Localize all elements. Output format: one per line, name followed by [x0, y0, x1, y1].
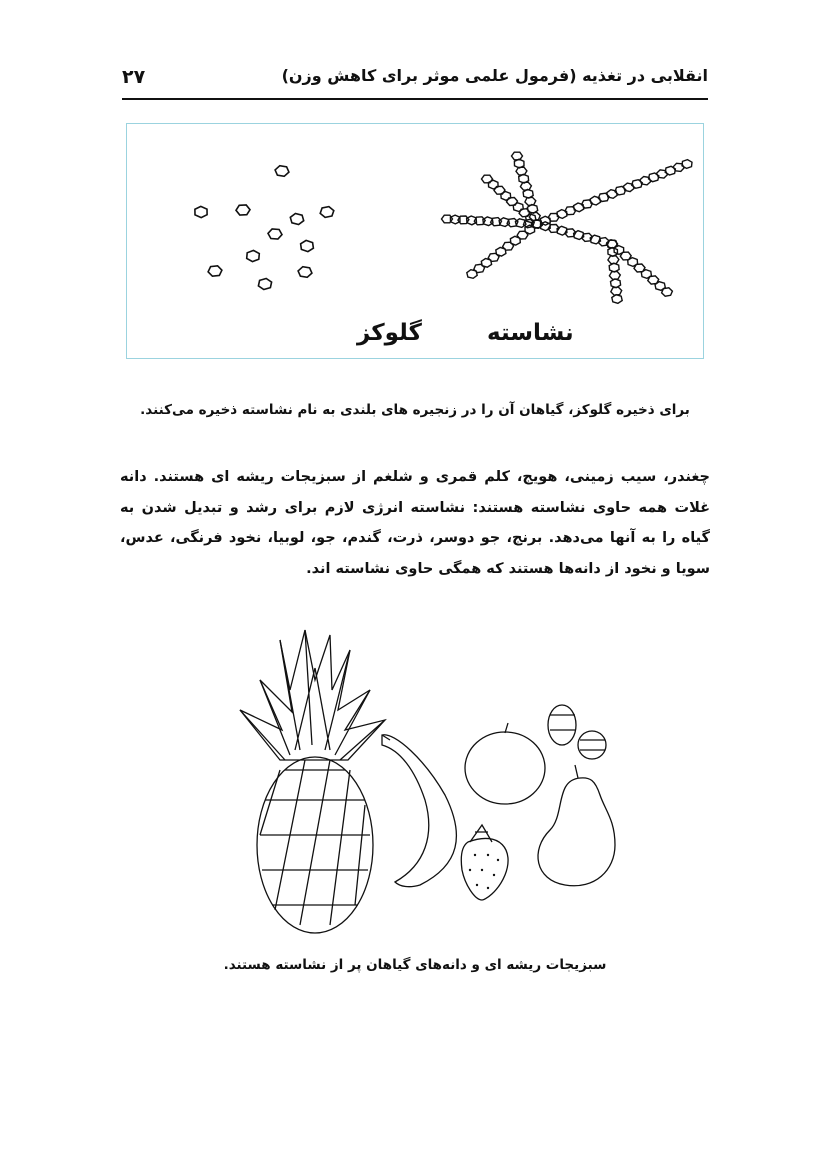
molecule-ring — [609, 263, 619, 272]
molecule-ring — [520, 182, 531, 190]
molecule-ring — [258, 279, 271, 290]
molecule-ring — [612, 295, 622, 304]
molecule-ring — [290, 214, 303, 225]
molecule-ring — [682, 160, 692, 169]
paragraph-text: چغندر، سیب زمینی، هویج، کلم قمری و شلغم از سبزیجات ریشه ای هستند. دانه غلات همه حاوی نشاسته هستند: نشاسته انرژی لازم برای رشد و تبدیل شدن به گیاه را به آنها می‌دهد. برنج، جو دوسر، ذرت، گندم، جو، لوبیا، نخود فرنگی، عدس، سویا و نخود از دانه‌ها هستند که همگی حاوی نشاسته اند. — [120, 469, 710, 577]
body-paragraph — [120, 462, 710, 584]
molecule-ring — [662, 288, 673, 296]
starch-label: نشاسته — [487, 320, 574, 346]
molecule-ring — [268, 229, 282, 239]
molecule-ring — [275, 166, 289, 177]
molecule-ring — [501, 192, 511, 201]
molecule-ring — [236, 205, 250, 215]
running-title: انقلابی در تغذیه (فرمول علمی موثر برای کاهش وزن) — [281, 66, 708, 85]
glucose-molecules — [195, 166, 334, 290]
apple-drawing — [465, 723, 545, 804]
molecule-ring — [488, 180, 498, 189]
molecule-ring — [301, 240, 314, 251]
strawberry-seeds — [469, 854, 499, 889]
molecule-ring — [516, 167, 527, 175]
molecule-ring — [512, 152, 523, 160]
banana-drawing — [382, 735, 456, 887]
fruits-figure — [220, 620, 620, 940]
molecule-ring — [611, 279, 621, 288]
pear-drawing — [538, 765, 615, 886]
page-header — [122, 58, 708, 100]
molecule-ring — [467, 270, 477, 279]
molecule-ring — [320, 207, 334, 218]
molecule-ring — [608, 256, 619, 264]
molecule-ring — [298, 267, 312, 278]
molecule-ring — [513, 203, 523, 212]
molecule-ring — [208, 266, 222, 276]
raspberries-drawing — [548, 705, 606, 759]
glucose-label: گلوکز — [357, 320, 422, 346]
molecule-ring — [525, 197, 536, 205]
pineapple-drawing — [240, 630, 385, 933]
page-number: ۲۷ — [122, 66, 146, 88]
molecule-ring — [247, 250, 260, 261]
glucose-starch-figure — [126, 123, 704, 359]
fruits-illustration — [220, 620, 620, 940]
molecule-ring — [195, 206, 207, 217]
figure2-caption: سبزیجات ریشه ای و دانه‌های گیاهان پر از نشاسته هستند. — [223, 957, 607, 973]
strawberry-drawing — [461, 825, 508, 900]
starch-chains — [442, 152, 693, 303]
figure1-caption: برای ذخیره گلوکز، گیاهان آن را در زنجیره های بلندی به نام نشاسته ذخیره می‌کنند. — [140, 402, 690, 418]
